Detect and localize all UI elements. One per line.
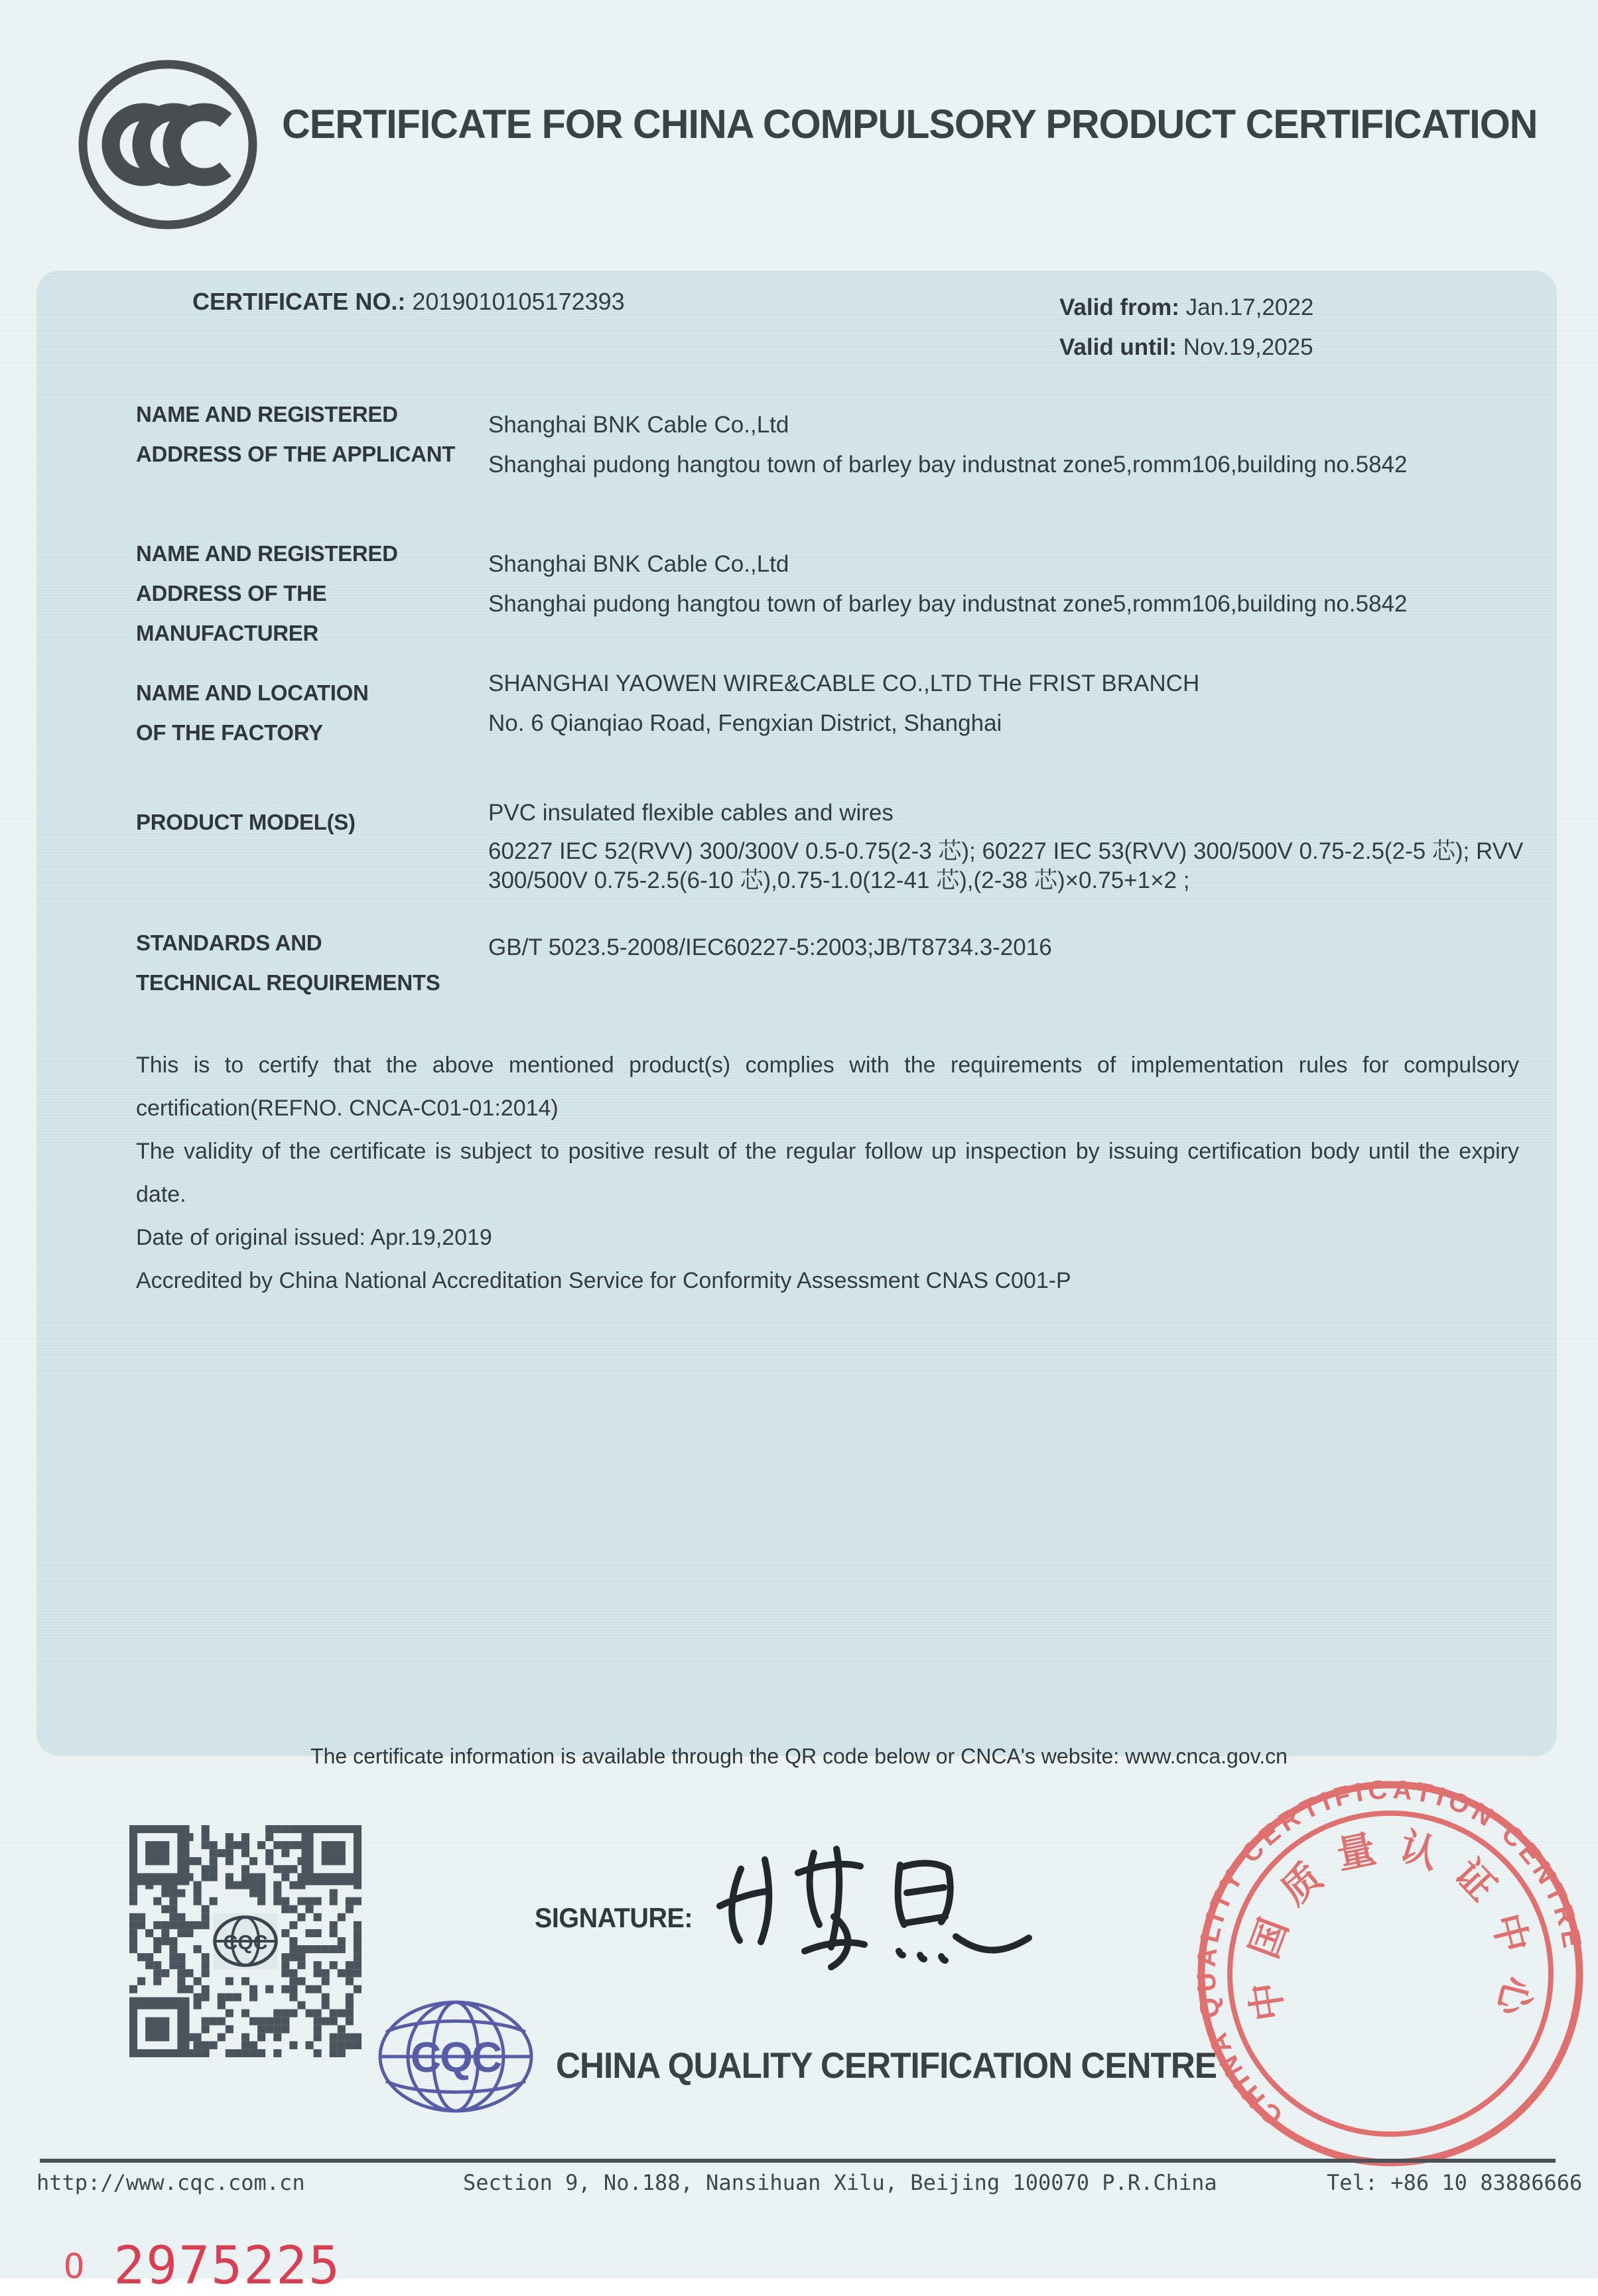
manufacturer-name: Shanghai BNK Cable Co.,Ltd — [488, 551, 789, 577]
page-title: CERTIFICATE FOR CHINA COMPULSORY PRODUCT CERTIFICATION — [282, 101, 1538, 147]
label-line: NAME AND REGISTERED — [136, 402, 398, 426]
stamp-inner-text: 中国质量认证中心 — [1239, 1822, 1542, 2039]
signature-label: SIGNATURE: — [535, 1902, 693, 1933]
stamp-outer-text: CHINA QUALITY CERTIFICATION CENTRE — [1191, 1775, 1588, 2132]
factory-label — [136, 673, 481, 753]
standards-label — [136, 923, 481, 1003]
certificate-number-row — [192, 288, 625, 316]
label-line: PRODUCT MODEL(S) — [136, 810, 356, 834]
applicant-value — [488, 405, 1543, 485]
svg-text:CQC: CQC — [410, 2033, 501, 2081]
signature-handwriting — [700, 1837, 1045, 1983]
manufacturer-label — [136, 534, 481, 653]
valid-until-row — [1059, 328, 1313, 367]
factory-name: SHANGHAI YAOWEN WIRE&CABLE CO.,LTD THe FRIST BRANCH — [488, 670, 1200, 696]
label-line: TECHNICAL REQUIREMENTS — [136, 970, 440, 995]
original-issue-date-line: Date of original issued: Apr.19,2019 — [136, 1225, 492, 1250]
valid-from-row — [1059, 288, 1313, 328]
footer-telephone: Tel: +86 10 83886666 — [1327, 2170, 1583, 2195]
footer-website: http://www.cqc.com.cn — [36, 2170, 305, 2195]
product-line: 60227 IEC 52(RVV) 300/300V 0.5-0.75(2-3 芯); 60227 IEC 53(RVV) 300/500V 0.75-2.5(2-5 芯); RVV — [488, 838, 1524, 864]
valid-until-value: Nov.19,2025 — [1183, 334, 1313, 360]
footer-divider — [40, 2159, 1556, 2163]
footer-address: Section 9, No.188, Nansihuan Xilu, Beijing 100070 P.R.China — [463, 2170, 1217, 2195]
red-stamp — [1191, 1775, 1589, 2173]
product-models-value — [488, 798, 1543, 895]
certificate-number-value: 2019010105172393 — [412, 288, 625, 315]
statement-line: certification(REFNO. CNCA-C01-01:2014) — [136, 1096, 559, 1121]
valid-until-label: Valid until: — [1059, 334, 1177, 360]
ccc-mark-icon — [74, 56, 261, 233]
valid-from-value: Jan.17,2022 — [1185, 294, 1314, 320]
accreditation-line: Accredited by China National Accreditation Service for Conformity Assessment CNAS C001-P — [136, 1268, 1071, 1293]
applicant-label — [136, 395, 481, 474]
validity-block — [1059, 288, 1313, 367]
label-line: NAME AND LOCATION — [136, 680, 369, 705]
product-line: 300/500V 0.75-2.5(6-10 芯),0.75-1.0(12-41 芯),(2-38 芯)×0.75+1×2 ; — [488, 867, 1190, 893]
label-line: STANDARDS AND — [136, 930, 322, 955]
factory-address: No. 6 Qianqiao Road, Fengxian District, Shanghai — [488, 710, 1002, 736]
manufacturer-address: Shanghai pudong hangtou town of barley bay industnat zone5,romm106,building no.5842 — [488, 591, 1408, 617]
applicant-name: Shanghai BNK Cable Co.,Ltd — [488, 412, 789, 438]
qr-info-note: The certificate information is available through the QR code below or CNCA's website: www.cnca.gov.cn — [310, 1744, 1288, 1768]
label-line: NAME AND REGISTERED — [136, 541, 398, 566]
qr-code — [129, 1825, 362, 2057]
valid-from-label: Valid from: — [1059, 294, 1179, 320]
label-line: MANUFACTURER — [136, 621, 319, 645]
statement-line: The validity of the certificate is subject to positive result of the regular follow up inspection by issuing certification body until the expiry — [136, 1139, 1519, 1164]
product-models-label — [136, 802, 481, 842]
serial-number — [64, 2236, 341, 2296]
issuer-name: CHINA QUALITY CERTIFICATION CENTRE — [556, 2045, 1217, 2086]
serial-digits: 2975225 — [113, 2236, 342, 2296]
certification-statements — [136, 1044, 1519, 1303]
cqc-globe-icon — [375, 1998, 536, 2116]
certificate-number-label: CERTIFICATE NO.: — [192, 288, 406, 315]
manufacturer-value — [488, 544, 1543, 624]
svg-text:CQC: CQC — [223, 1932, 268, 1954]
label-line: ADDRESS OF THE APPLICANT — [136, 442, 456, 466]
standards-value — [488, 928, 1543, 968]
footer — [0, 2170, 1598, 2199]
applicant-address: Shanghai pudong hangtou town of barley bay industnat zone5,romm106,building no.5842 — [488, 452, 1408, 478]
product-line: PVC insulated flexible cables and wires — [488, 800, 894, 826]
certificate-panel — [36, 271, 1557, 1756]
standards-line: GB/T 5023.5-2008/IEC60227-5:2003;JB/T8734.3-2016 — [488, 934, 1052, 960]
label-line: ADDRESS OF THE — [136, 581, 327, 606]
qr-center-logo-icon — [214, 1913, 278, 1969]
serial-prefix: O — [64, 2247, 85, 2287]
label-line: OF THE FACTORY — [136, 720, 323, 745]
statement-line: This is to certify that the above mentioned product(s) complies with the requirements of implementation rules for compulsory — [136, 1052, 1519, 1078]
statement-line: date. — [136, 1182, 186, 1207]
factory-value — [488, 664, 1543, 743]
